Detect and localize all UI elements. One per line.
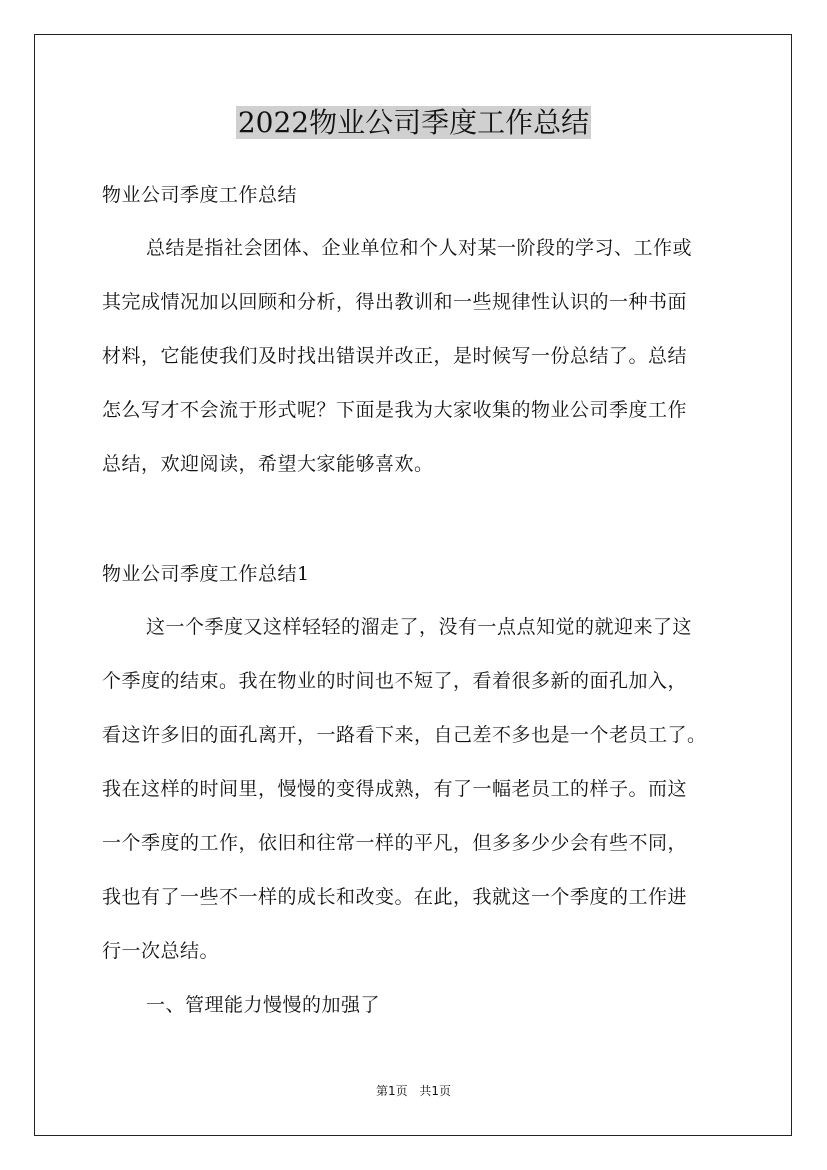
intro-line-1: 总结是指社会团体、企业单位和个人对某一阶段的学习、工作或	[146, 237, 693, 259]
document-title	[0, 104, 827, 142]
page-number-current: 第1页	[375, 1084, 408, 1098]
intro-line-3: 材料，它能使我们及时找出错误并改正，是时候写一份总结了。总结	[102, 345, 688, 367]
section1-line-6: 我也有了一些不一样的成长和改变。在此，我就这一个季度的工作进	[102, 886, 688, 908]
intro-line-4: 怎么写才不会流于形式呢？下面是我为大家收集的物业公司季度工作	[102, 399, 688, 421]
section1-line-1: 这一个季度又这样轻轻的溜走了，没有一点点知觉的就迎来了这	[146, 616, 693, 638]
page-number-total: 共1页	[419, 1084, 452, 1098]
intro-line-5: 总结，欢迎阅读，希望大家能够喜欢。	[102, 453, 434, 475]
section1-line-7: 行一次总结。	[102, 940, 220, 962]
intro-line-2: 其完成情况加以回顾和分析，得出教训和一些规律性认识的一种书面	[102, 291, 688, 313]
subheading-1: 一、管理能力慢慢的加强了	[146, 994, 381, 1016]
intro-heading: 物业公司季度工作总结	[102, 184, 298, 206]
section1-heading: 物业公司季度工作总结1	[102, 563, 310, 585]
page-footer	[0, 1083, 827, 1099]
section1-line-3: 看这许多旧的面孔离开，一路看下来，自己差不多也是一个老员工了。	[102, 724, 707, 746]
section1-line-2: 个季度的结束。我在物业的时间也不短了，看着很多新的面孔加入，	[102, 670, 688, 692]
document-title-text: 2022物业公司季度工作总结	[237, 106, 590, 139]
section1-line-4: 我在这样的时间里，慢慢的变得成熟，有了一幅老员工的样子。而这	[102, 778, 688, 800]
section1-line-5: 一个季度的工作，依旧和往常一样的平凡，但多多少少会有些不同，	[102, 832, 688, 854]
